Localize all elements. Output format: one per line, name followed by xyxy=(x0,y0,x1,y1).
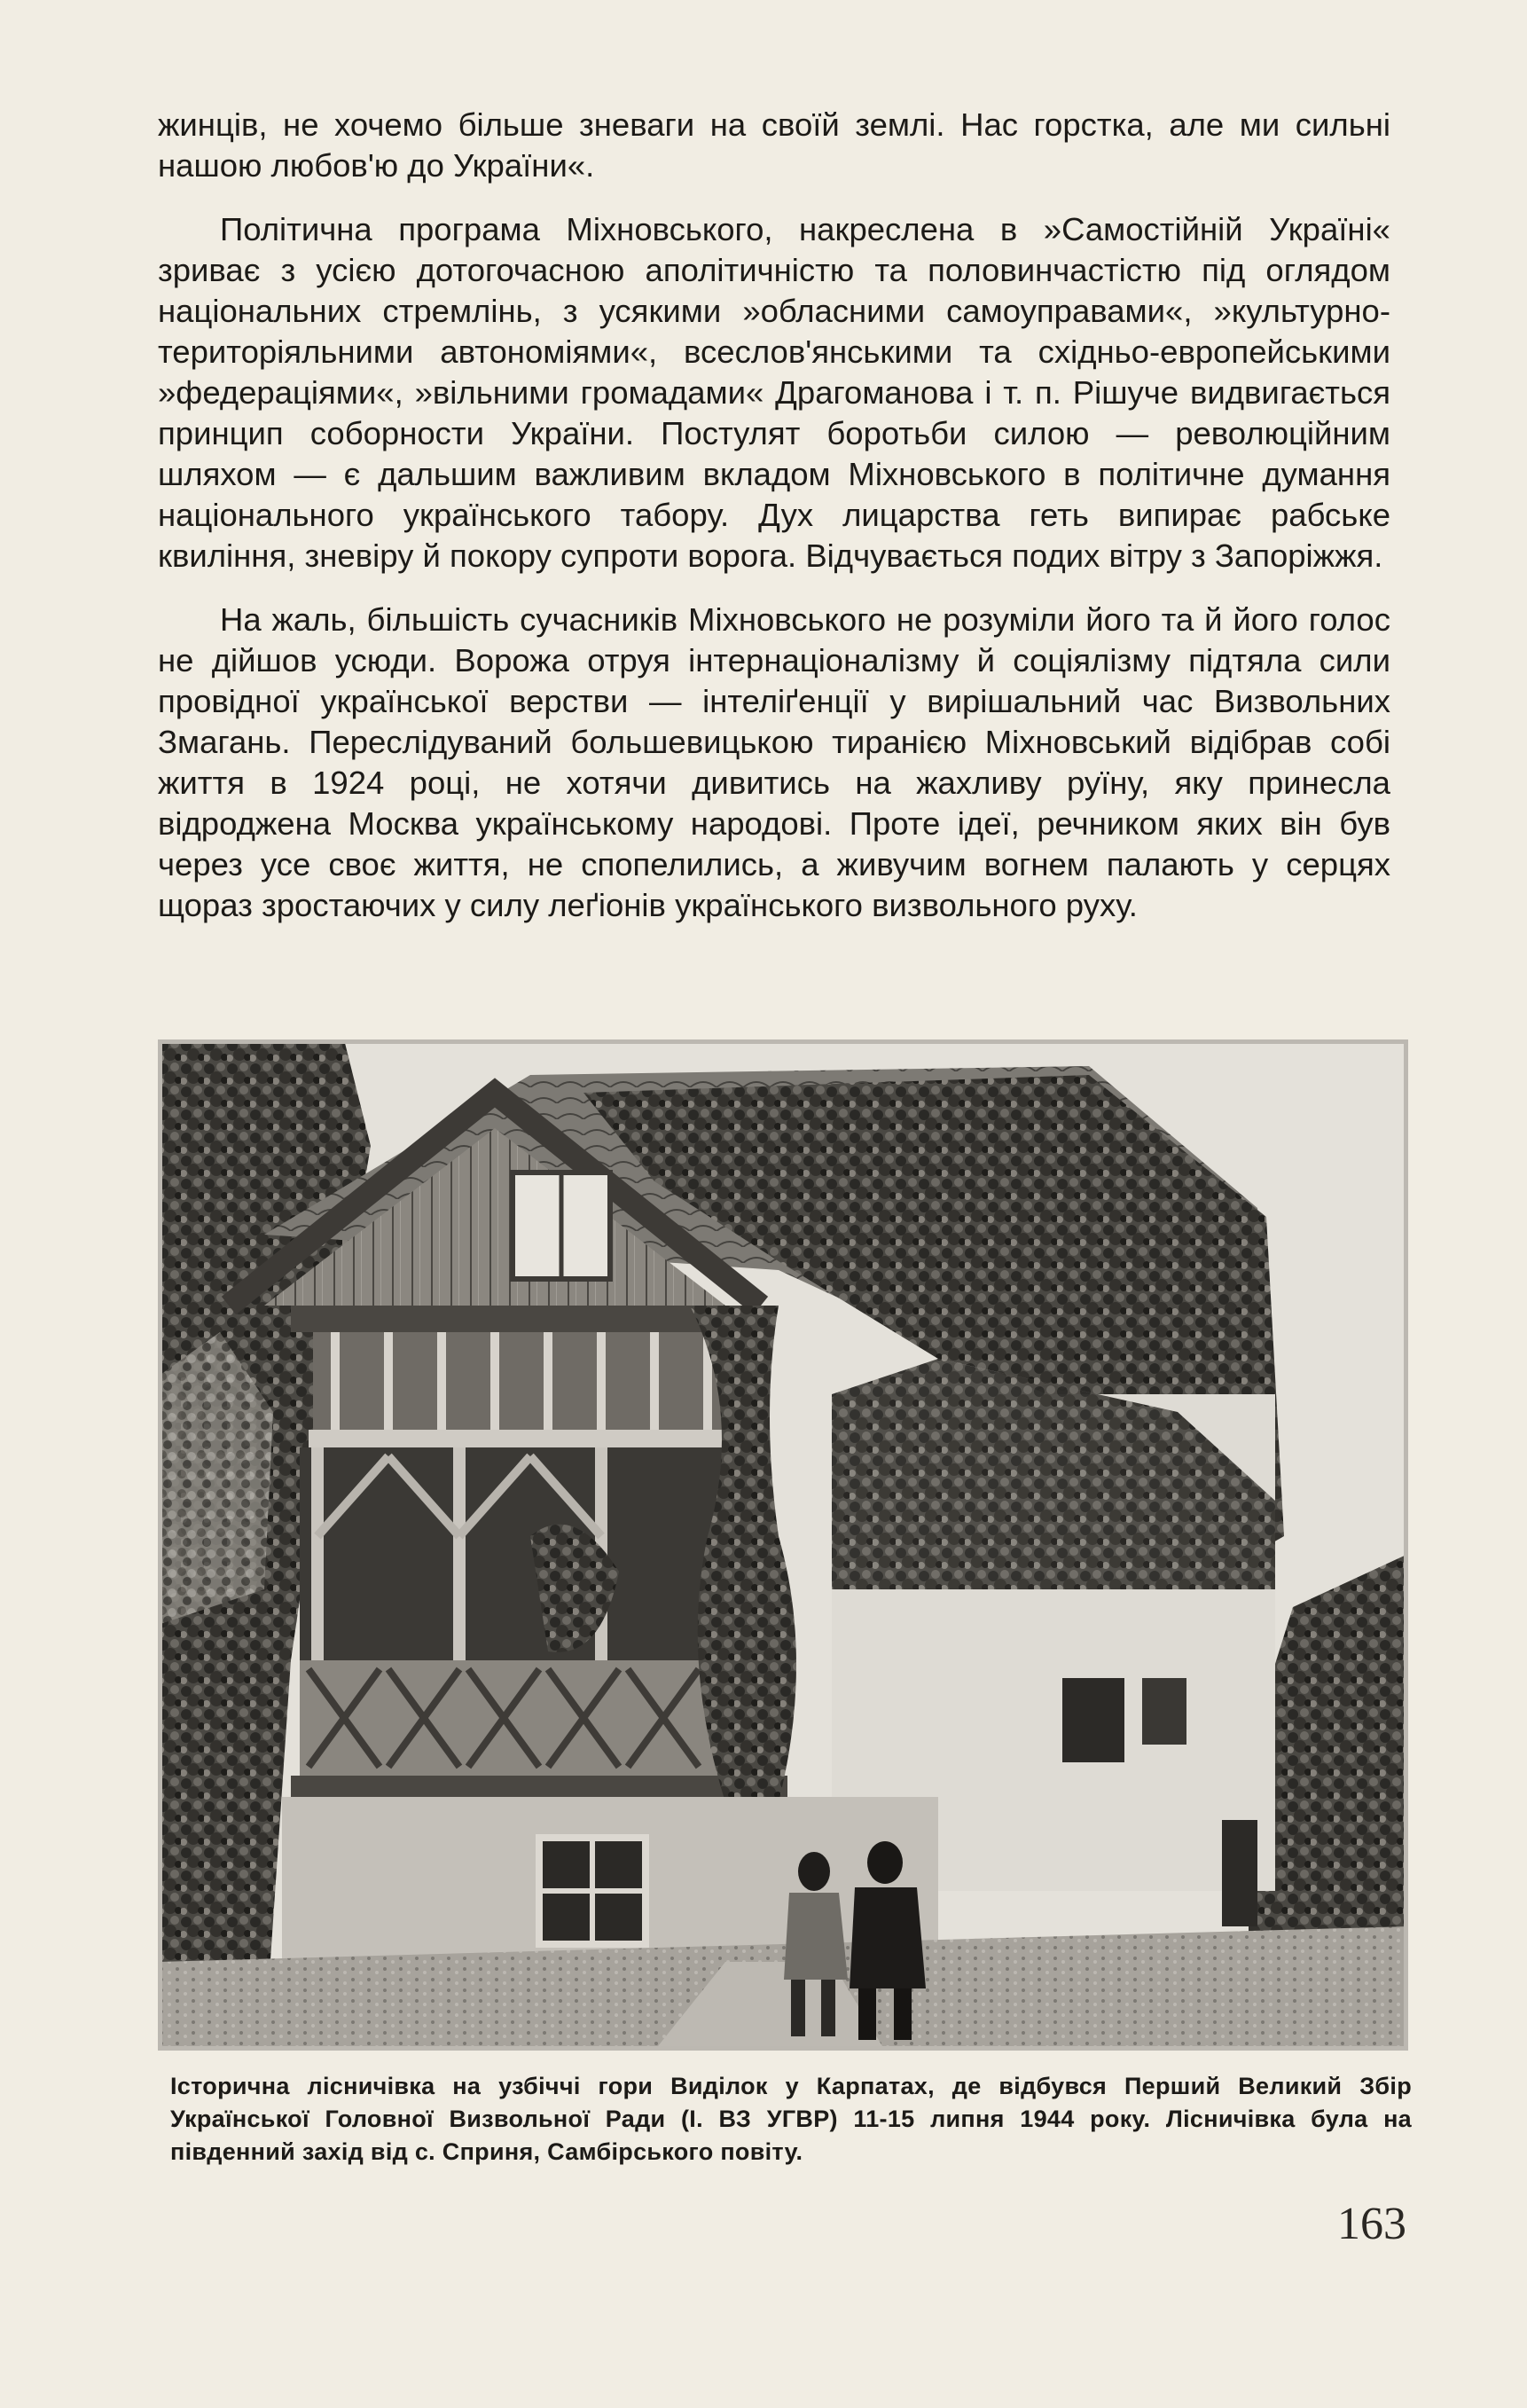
page-number: 163 xyxy=(1337,2199,1406,2249)
paragraph-3: На жаль, більшість сучасників Міхновського не розуміли його та й його голос не дійшов усюди. Ворожа отруя інтернаціоналізму й соціялізму підтяла сили провідної української верстви — інтеліґенції у вирішальний час Визвольних Змагань. Переслідуваний большевицькою тиранією Міхновський відібрав собі життя в 1924 році, не хотячи дивитись на жахливу руїну, яку принесла відроджена Москва українському народові. Проте ідеї, речником яких він був через усе своє життя, не спопелились, а живучим вогнем палають у серцях щораз зростаючих у силу леґіонів українського визвольного руху. xyxy=(158,601,1390,923)
photo-illustration xyxy=(158,1039,1408,2051)
photo-caption: Історична лісничівка на узбіччі гори Виділок у Карпатах, де відбувся Перший Великий Збір Української Головної Визвольної Ради (І. ВЗ УГВР) 11-15 липня 1944 року. Лісничівка була на південний захід від с. Сприня, Самбірського повіту. xyxy=(170,2073,1412,2165)
body-text xyxy=(158,105,1390,949)
forester-lodge-photo xyxy=(158,1039,1408,2051)
paragraph-2: Політична програма Міхновського, накреслена в »Самостійній Україні« зриває з усією дотогочасною аполітичністю та половинчастістю під оглядом національних стремлінь, з усякими »обласними самоуправами«, »культурно-територіяльними автономіями«, всеслов'янськими та східньо-европейськими »федераціями«, »вільними громадами« Драгоманова і т. п. Рішуче видвигається принцип соборности України. Постулят боротьби силою — революційним шляхом — є дальшим важливим вкладом Міхновського в політичне думання національного українського табору. Дух лицарства геть випирає рабське квиління, зневіру й покору супроти ворога. Відчувається подих вітру з Запоріжжя. xyxy=(158,211,1390,574)
paragraph-1: жинців, не хочемо більше зневаги на своїй землі. Нас горстка, але ми сильні нашою любов'ю до України«. xyxy=(158,106,1390,184)
